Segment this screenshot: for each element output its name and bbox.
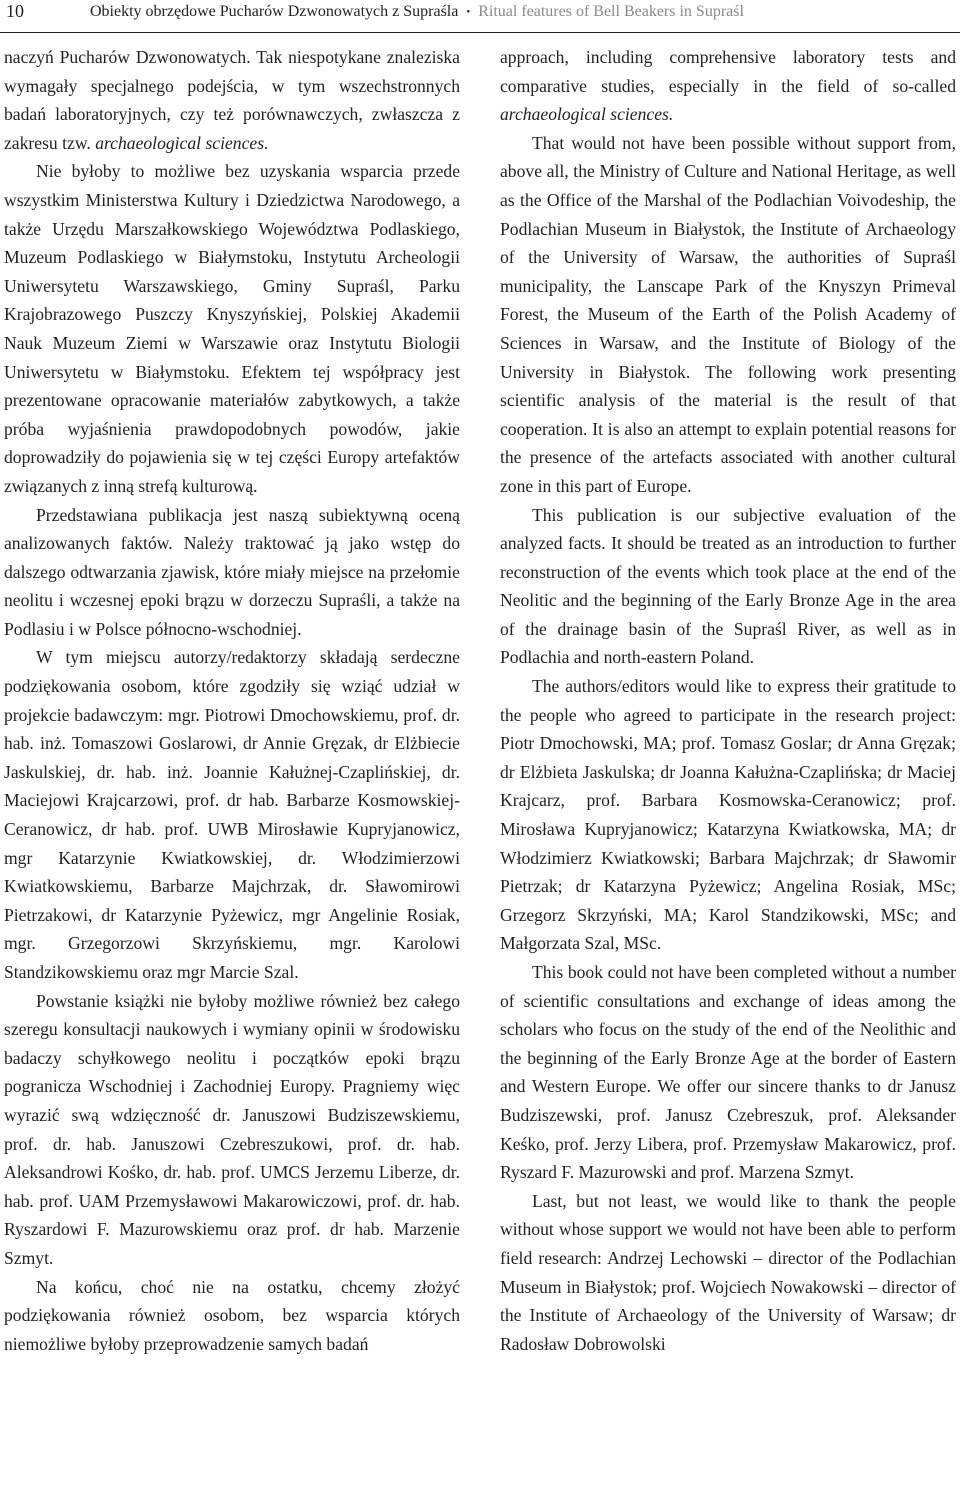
paragraph-en-3: This publication is our subjective evaluation of the analyzed facts. It should be treated as an introduction to further reconstruction of the events which took place at the end of the Neolitic and the beginning of the Early Bronze Age in the area of the drainage basin of the Supraśl River, as well as in Podlachia and north-eastern Poland. xyxy=(500,504,956,668)
paragraph-pl-6: Na końcu, choć nie na ostatku, chcemy złożyć podziękowania również osobom, bez wsparcia których niemożliwe byłoby przeprowadzenie samych badań xyxy=(4,1276,460,1354)
paragraph-pl-1 xyxy=(4,43,460,157)
header-rule xyxy=(0,32,960,33)
polish-column xyxy=(4,43,460,1358)
running-header xyxy=(0,0,960,30)
bullet-separator-icon: • xyxy=(466,6,471,18)
page-number: 10 xyxy=(6,1,24,21)
paragraph-pl-5: Powstanie książki nie byłoby możliwe również bez całego szeregu konsultacji naukowych i wymiany opinii w środowisku badaczy schyłkowego neolitu i początków epoki brązu pogranicza Wschodniej i Zachodniej Europy. Pragniemy więc wyrazić swą wdzięczność dr. Januszowi Budziszewskiemu, prof. dr. hab. Januszowi Czebreszukowi, prof. dr. hab. Aleksandrowi Kośko, dr. hab. prof. UMCS Jerzemu Liberze, dr. hab. prof. UAM Przemysławowi Makarowiczowi, prof. dr. hab. Ryszardowi F. Mazurowskiemu oraz prof. dr hab. Marzenie Szmyt. xyxy=(4,990,460,1268)
paragraph-en-6: Last, but not least, we would like to thank the people without whose support we would not have been able to perform field research: Andrzej Lechowski – director of the Podlachian Museum in Białystok; prof. Wojciech Nowakowski – director of the Institute of Archaeology of the University of Warsaw; dr Radosław Dobrowolski xyxy=(500,1190,956,1354)
paragraph-pl-1-text: naczyń Pucharów Dzwonowatych. Tak niespotykane znaleziska wymagały specjalnego podejścia, w tym wszechstronnych badań laboratoryjnych, czy też porównawczych, zwłaszcza z zakresu tzw. xyxy=(4,47,460,153)
paragraph-pl-3: Przedstawiana publikacja jest naszą subiektywną oceną analizowanych faktów. Należy traktować ją jako wstęp do dalszego odtwarzania zjawisk, które miały miejsce na przełomie neolitu i wczesnej epoki brązu w dorzeczu Supraśli, a także na Podlasiu i w Polsce północno-wschodniej. xyxy=(4,504,460,639)
paragraph-en-1 xyxy=(500,43,956,129)
paragraph-pl-1-italic: archaeological sciences. xyxy=(95,132,269,153)
paragraph-en-1-text: approach, including comprehensive laboratory tests and comparative studies, especially in the field of so-called xyxy=(500,47,956,96)
paragraph-en-5: This book could not have been completed without a number of scientific consultations and exchange of ideas among the scholars who focus on the study of the end of the Neolithic and the beginning of the Early Bronze Age at the border of Eastern and Western Europe. We offer our sincere thanks to dr Janusz Budziszewski, prof. Janusz Czebreszuk, prof. Aleksander Keśko, prof. Jerzy Libera, prof. Przemysław Makarowicz, prof. Ryszard F. Mazurowski and prof. Marzena Szmyt. xyxy=(500,962,956,1183)
running-title-english: Ritual features of Bell Beakers in Supraśl xyxy=(478,3,744,20)
running-title-polish: Obiekty obrzędowe Pucharów Dzwonowatych z Supraśla xyxy=(90,3,459,20)
paragraph-pl-4: W tym miejscu autorzy/redaktorzy składają serdeczne podziękowania osobom, które zgodziły się wziąć udział w projekcie badawczym: mgr. Piotrowi Dmochowskiemu, prof. dr. hab. inż. Tomaszowi Goslarowi, dr Annie Gręzak, dr Elżbiecie Jaskulskiej, dr. hab. inż. Joannie Kałużnej-Czaplińskiej, dr. Maciejowi Krajcarzowi, prof. dr hab. Barbarze Kosmowskiej-Ceranowicz, dr hab. prof. UWB Mirosławie Kupryjanowicz, mgr Katarzynie Kwiatkowskiej, dr. Włodzimierzowi Kwiatkowskiemu, Barbarze Majchrzak, dr. Sławomirowi Pietrzakowi, dr Katarzynie Pyżewicz, mgr Angelinie Rosiak, mgr. Grzegorzowi Skrzyńskiemu, mgr. Karolowi Standzikowskiemu oraz mgr Marcie Szal. xyxy=(4,647,460,982)
english-column xyxy=(500,43,956,1358)
paragraph-en-2: That would not have been possible without support from, above all, the Ministry of Culture and National Heritage, as well as the Office of the Marshal of the Podlachian Voivodeship, the Podlachian Museum in Białystok, the Institute of Archaeology of the University of Warsaw, the authorities of Supraśl municipality, the Lanscape Park of the Knyszyn Primeval Forest, the Museum of the Earth of the Polish Academy of Sciences in Warsaw, and the Institute of Biology of the University in Białystok. The following work presenting scientific analysis of the material is the result of that cooperation. It is also an attempt to explain potential reasons for the presence of the artefacts associated with another cultural zone in this part of Europe. xyxy=(500,132,956,496)
paragraph-en-1-italic: archaeological sciences. xyxy=(500,104,674,125)
paragraph-en-4: The authors/editors would like to express their gratitude to the people who agreed to participate in the research project: Piotr Dmochowski, MA; prof. Tomasz Goslar; dr Anna Gręzak; dr Elżbieta Jaskulska; dr Joanna Kałużna-Czaplińska; dr Maciej Krajcarz, prof. Barbara Kosmowska-Ceranowicz; prof. Mirosława Kupryjanowicz; Katarzyna Kwiatkowska, MA; dr Włodzimierz Kwiatkowski; Barbara Majchrzak; dr Sławomir Pietrzak; dr Katarzyna Pyżewicz; Angelina Rosiak, MSc; Grzegorz Skrzyński, MA; Karol Standzikowski, MSc; and Małgorzata Szal, MSc. xyxy=(500,676,956,954)
running-title xyxy=(90,1,744,23)
paragraph-pl-2: Nie byłoby to możliwe bez uzyskania wsparcia przede wszystkim Ministerstwa Kultury i Dziedzictwa Narodowego, a także Urzędu Marszałkowskiego Województwa Podlaskiego, Muzeum Podlaskiego w Białymstoku, Instytutu Archeologii Uniwersytetu Warszawskiego, Gminy Supraśl, Parku Krajobrazowego Puszczy Knyszyńskiej, Polskiej Akademii Nauk Muzeum Ziemi w Warszawie oraz Instytutu Biologii Uniwersytetu w Białymstoku. Efektem tej współpracy jest prezentowane opracowanie materiałów zabytkowych, a także próba wyjaśnienia prawdopodobnych powodów, jakie doprowadziły do pojawienia się w tej części Europy artefaktów związanych z inną strefą kulturową. xyxy=(4,161,460,496)
